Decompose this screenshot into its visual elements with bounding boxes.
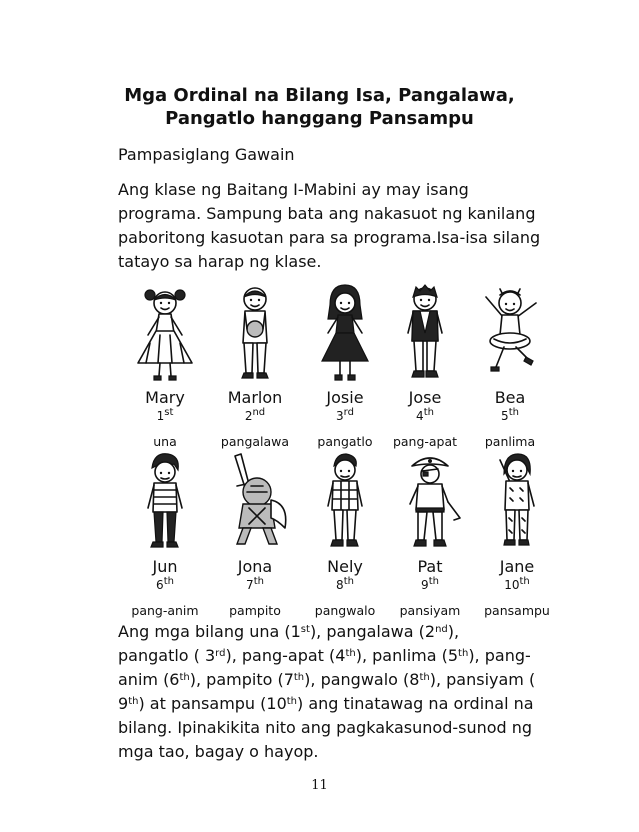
- ordinal-word: pangalawa: [220, 434, 290, 449]
- child-name: Josie: [326, 388, 364, 407]
- child-name: Bea: [494, 388, 526, 407]
- ordinal-number: 6th: [156, 576, 174, 592]
- ordinal-word: pansiyam: [399, 603, 461, 618]
- child-jane: [462, 452, 572, 627]
- ordinal-number: 5th: [501, 407, 519, 423]
- ordinal-word: pang-apat: [392, 434, 458, 449]
- girl-dress-illustration: [130, 283, 200, 383]
- ordinal-number: 1st: [156, 407, 174, 423]
- child-name: Mary: [145, 388, 185, 407]
- ordinal-number: 3rd: [336, 407, 354, 423]
- child-name: Marlon: [227, 388, 283, 407]
- ordinal-number: 9th: [421, 576, 439, 592]
- boy-vest-illustration: [390, 283, 460, 383]
- ordinal-word: pampito: [229, 603, 281, 618]
- boy-striped-shirt-illustration: [130, 452, 200, 552]
- ordinal-number: 8th: [336, 576, 354, 592]
- child-bea: [455, 283, 565, 458]
- boy-ball-illustration: [220, 283, 290, 383]
- ordinal-number: 4th: [416, 407, 434, 423]
- ordinal-number: 10th: [504, 576, 530, 592]
- ordinal-word: pangatlo: [317, 434, 373, 449]
- boy-checked-shirt-illustration: [310, 452, 380, 552]
- ordinal-word: pansampu: [484, 603, 550, 618]
- summary-line: anim (6th), pampito (7th), pangwalo (8th), pansiyam (: [118, 670, 536, 689]
- child-name: Pat: [417, 557, 443, 576]
- summary-line: bilang. Ipinakikita nito ang pagkakasunod-sunod ng: [118, 718, 533, 737]
- ordinal-word: panlima: [484, 434, 536, 449]
- intro-paragraph: [118, 178, 563, 274]
- girl-dancing-illustration: [470, 283, 550, 383]
- summary-line: 9th) at pansampu (10th) ang tinatawag na ordinal na: [118, 694, 534, 713]
- section-heading: Pampasiglang Gawain: [118, 145, 295, 164]
- pirate-illustration: [390, 452, 470, 552]
- page-title-line-2: Pangatlo hanggang Pansampu: [165, 108, 474, 129]
- girl-pajamas-illustration: [482, 452, 552, 552]
- summary-line: pangatlo ( 3rd), pang-apat (4th), panlima (5th), pang-: [118, 646, 531, 665]
- ordinal-number: 7th: [246, 576, 264, 592]
- intro-line: programa. Sampung bata ang nakasuot ng kanilang: [118, 204, 536, 223]
- intro-line: Ang klase ng Baitang I-Mabini ay may isang: [118, 180, 469, 199]
- ordinal-word: pang-anim: [131, 603, 199, 618]
- summary-line: mga tao, bagay o hayop.: [118, 742, 319, 761]
- ordinal-number: 2nd: [244, 407, 266, 423]
- child-name: Jun: [152, 557, 178, 576]
- ordinal-word: una: [153, 434, 177, 449]
- page-number: 11: [311, 778, 328, 793]
- summary-paragraph: [118, 620, 568, 764]
- child-name: Jane: [499, 557, 535, 576]
- intro-line: paboritong kasuotan para sa programa.Isa-isa silang: [118, 228, 541, 247]
- summary-line: Ang mga bilang una (1st), pangalawa (2nd),: [118, 622, 460, 641]
- child-name: Jose: [408, 388, 442, 407]
- ordinal-word: pangwalo: [314, 603, 376, 618]
- child-name: Jona: [237, 557, 273, 576]
- child-name: Nely: [327, 557, 363, 576]
- intro-line: tatayo sa harap ng klase.: [118, 252, 322, 271]
- page-title-line-1: Mga Ordinal na Bilang Isa, Pangalawa,: [124, 85, 515, 106]
- knight-sword-illustration: [215, 452, 295, 552]
